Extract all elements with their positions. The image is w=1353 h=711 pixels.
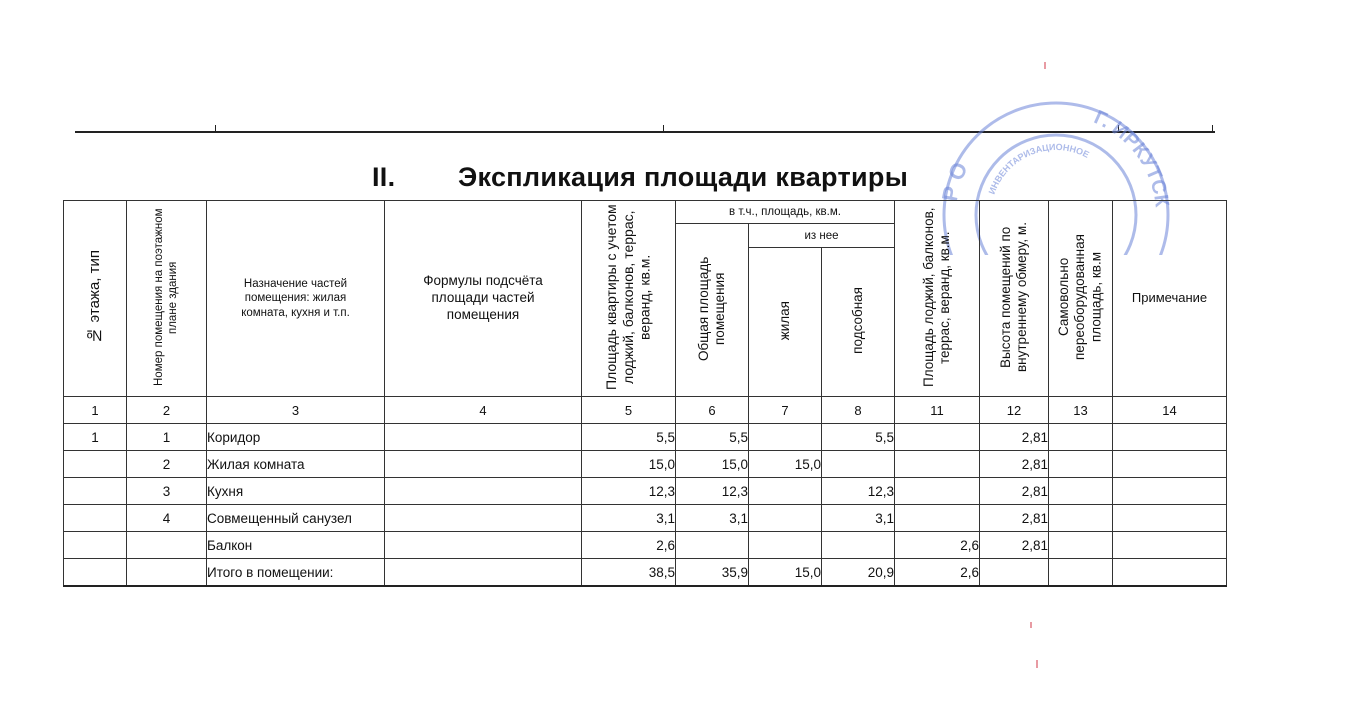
header-floor: № этажа, тип (64, 201, 127, 397)
column-divider (1118, 125, 1119, 133)
header-general-area: Общая площадь помещения (676, 224, 749, 397)
stamp-text-outer: Р О (936, 158, 973, 204)
column-divider (1212, 125, 1213, 133)
header-group-of-which: из нее (749, 224, 895, 248)
table-row: 3 Кухня 12,3 12,3 12,3 2,81 (64, 478, 1227, 505)
previous-table-bottom-border (75, 131, 1215, 133)
header-note: Примечание (1113, 201, 1227, 397)
column-divider (215, 125, 216, 133)
header-room-number: Номер помещения на поэтажном плане здания (127, 201, 207, 397)
section-title (372, 162, 908, 193)
stamp-text-city: Г. ИРКУТСК (1090, 106, 1173, 209)
header-group-total-area: в т.ч., площадь, кв.м. (676, 201, 895, 224)
svg-text:Р О (937, 158, 973, 203)
table-row: 1 1 Коридор 5,5 5,5 5,5 2,81 (64, 424, 1227, 451)
area-explication-table (63, 200, 1227, 587)
section-numeral: II. (372, 162, 396, 192)
scan-speck (1036, 660, 1038, 668)
header-living-area: жилая (749, 248, 822, 397)
scan-speck (1044, 62, 1046, 69)
table-total-row: Итого в помещении: 38,5 35,9 15,0 20,9 2,6 (64, 559, 1227, 587)
header-apartment-area: Площадь квартиры с учетом лоджий, балконов, террас, веранд, кв.м. (582, 201, 676, 397)
section-title-text: Экспликация площади квартиры (458, 162, 909, 192)
table-row: 4 Совмещенный санузел 3,1 3,1 3,1 2,81 (64, 505, 1227, 532)
svg-text:Г. ИРКУТСК (1091, 106, 1173, 209)
header-room-height: Высота помещений по внутреннему обмеру, м. (980, 201, 1049, 397)
stamp-text-inner: ИНВЕНТАРИЗАЦИОННОЕ (986, 141, 1091, 196)
header-purpose: Назначение частей помещения: жилая комната, кухня и т.п. (207, 201, 385, 397)
table-row: 2 Жилая комната 15,0 15,0 15,0 2,81 (64, 451, 1227, 478)
header-formulas: Формулы подсчёта площади частей помещения (385, 201, 582, 397)
table-row: Балкон 2,6 2,6 2,81 (64, 532, 1227, 559)
column-number-row: 1 2 3 4 5 6 7 8 11 12 13 14 (64, 397, 1227, 424)
svg-text:ИНВЕНТАРИЗАЦИОННОЕ (987, 142, 1091, 196)
column-divider (663, 125, 664, 133)
header-balcony-area: Площадь лоджий, балконов, террас, веранд, кв.м. (895, 201, 980, 397)
header-unauthorized-area: Самовольно переоборудованная площадь, кв.м (1049, 201, 1113, 397)
scan-speck (1030, 622, 1032, 628)
header-auxiliary-area: подсобная (822, 248, 895, 397)
